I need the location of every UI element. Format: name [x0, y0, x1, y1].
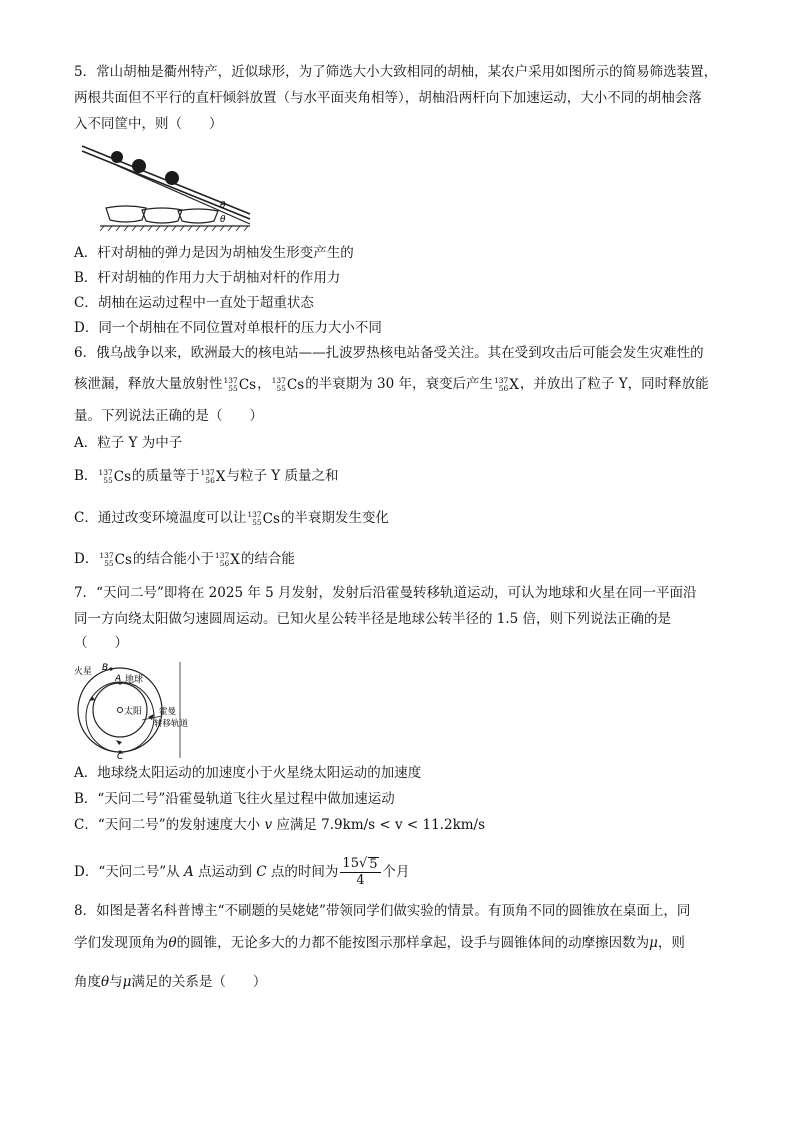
q8-stem-line3: 角度θ与μ满足的关系是（ ） — [74, 974, 267, 990]
q5-sorting-device-figure — [78, 140, 253, 232]
q6-option-a: A．粒子 Y 为中子 — [74, 435, 183, 451]
x-nuclide: 137 56 X — [214, 550, 240, 568]
q5-stem-line3: 入不同筐中，则（ ） — [74, 116, 223, 132]
orbit-label-line1: 霍曼 — [159, 707, 177, 717]
orbit-label-line2: 转移轨道 — [154, 719, 189, 729]
point-b-label: B — [102, 663, 109, 673]
q6-stem-line3: 量。下列说法正确的是（ ） — [74, 408, 263, 424]
q7-stem-line2: 同一方向绕太阳做匀速圆周运动。已知火星公转半径是地球公转半径的 1.5 倍，则下列说法正确的是 — [74, 611, 672, 627]
cs-nuclide: 137 55 Cs — [223, 375, 257, 393]
q6-option-b: B． 137 55 Cs 的质量等于 137 56 X 与粒子 Y 质量之和 — [74, 467, 339, 485]
q7-option-a: A．地球绕太阳运动的加速度小于火星绕太阳运动的加速度 — [74, 765, 422, 781]
mars-label: 火星 — [74, 667, 93, 677]
q8-stem-line2: 学们发现顶角为θ的圆锥，无论多大的力都不能按图示那样拿起，设手与圆锥体间的动摩擦因数为μ，则 — [74, 935, 685, 951]
q5-option-d: D．同一个胡柚在不同位置对单根杆的压力大小不同 — [74, 320, 382, 336]
q8-stem-line1: 8．如图是著名科普博主“不刷题的吴姥姥”带领同学们做实验的情景。有顶角不同的圆锥放在桌面上，同 — [74, 903, 691, 919]
q5-stem-line2: 两根共面但不平行的直杆倾斜放置（与水平面夹角相等），胡柚沿两杆向下加速运动，大小不同的胡柚会落 — [74, 90, 702, 106]
q5-stem-line1: 5．常山胡柚是衢州特产，近似球形，为了筛选大小大致相同的胡柚，某农户采用如图所示的简易筛选装置， — [74, 64, 718, 80]
q7-hohmann-orbit-figure — [72, 660, 207, 760]
q5-theta-label-lower: θ — [220, 215, 226, 225]
cs-nuclide: 137 55 Cs — [99, 550, 132, 568]
q7-stem-line1: 7．“天问二号”即将在 2025 年 5 月发射，发射后沿霍曼转移轨道运动，可认为地球和火星在同一平面沿 — [74, 585, 697, 601]
point-c-label: C — [117, 752, 124, 760]
point-a-label: A — [115, 674, 122, 684]
earth-label: 地球 — [125, 675, 144, 685]
q7-option-d: D．“天问二号”从 A 点运动到 C 点的时间为 15 √ 5 4 个月 — [74, 856, 410, 888]
q6-stem-line1: 6．俄乌战争以来，欧洲最大的核电站——扎波罗热核电站备受关注。其在受到攻击后可能会发生灾难性的 — [74, 345, 704, 361]
q5-option-c: C．胡柚在运动过程中一直处于超重状态 — [74, 295, 314, 311]
time-fraction: 15 √ 5 4 — [340, 856, 380, 889]
sun-label: 太阳 — [124, 707, 143, 717]
q6-stem-line2: 核泄漏，释放大量放射性 137 55 Cs ， 137 55 Cs 的半衰期为 30 年，衰变后产生 137 56 X ，并放出了粒子 Y，同时释放能 — [74, 375, 709, 393]
q7-option-c: C．“天问二号”的发射速度大小 v 应满足 7.9km/s < v < 11.2km/s — [74, 817, 486, 833]
q6-option-d: D． 137 55 Cs 的结合能小于 137 56 X 的结合能 — [74, 550, 295, 568]
q6-option-c: C．通过改变环境温度可以让 137 55 Cs 的半衰期发生变化 — [74, 509, 389, 527]
q5-option-b: B．杆对胡柚的作用力大于胡柚对杆的作用力 — [74, 270, 341, 286]
q7-option-b: B．“天问二号”沿霍曼轨道飞往火星过程中做加速运动 — [74, 791, 395, 807]
q7-stem-line3: （ ） — [74, 635, 128, 651]
x-nuclide: 137 56 X — [200, 467, 226, 485]
x-nuclide: 137 56 X — [493, 375, 519, 393]
cs-nuclide: 137 55 Cs — [247, 509, 280, 527]
q5-option-a: A．杆对胡柚的弹力是因为胡柚发生形变产生的 — [74, 245, 354, 261]
q5-theta-label-upper: θ — [220, 201, 226, 211]
cs-nuclide: 137 55 Cs — [98, 467, 132, 485]
cs-nuclide: 137 55 Cs — [271, 375, 305, 393]
